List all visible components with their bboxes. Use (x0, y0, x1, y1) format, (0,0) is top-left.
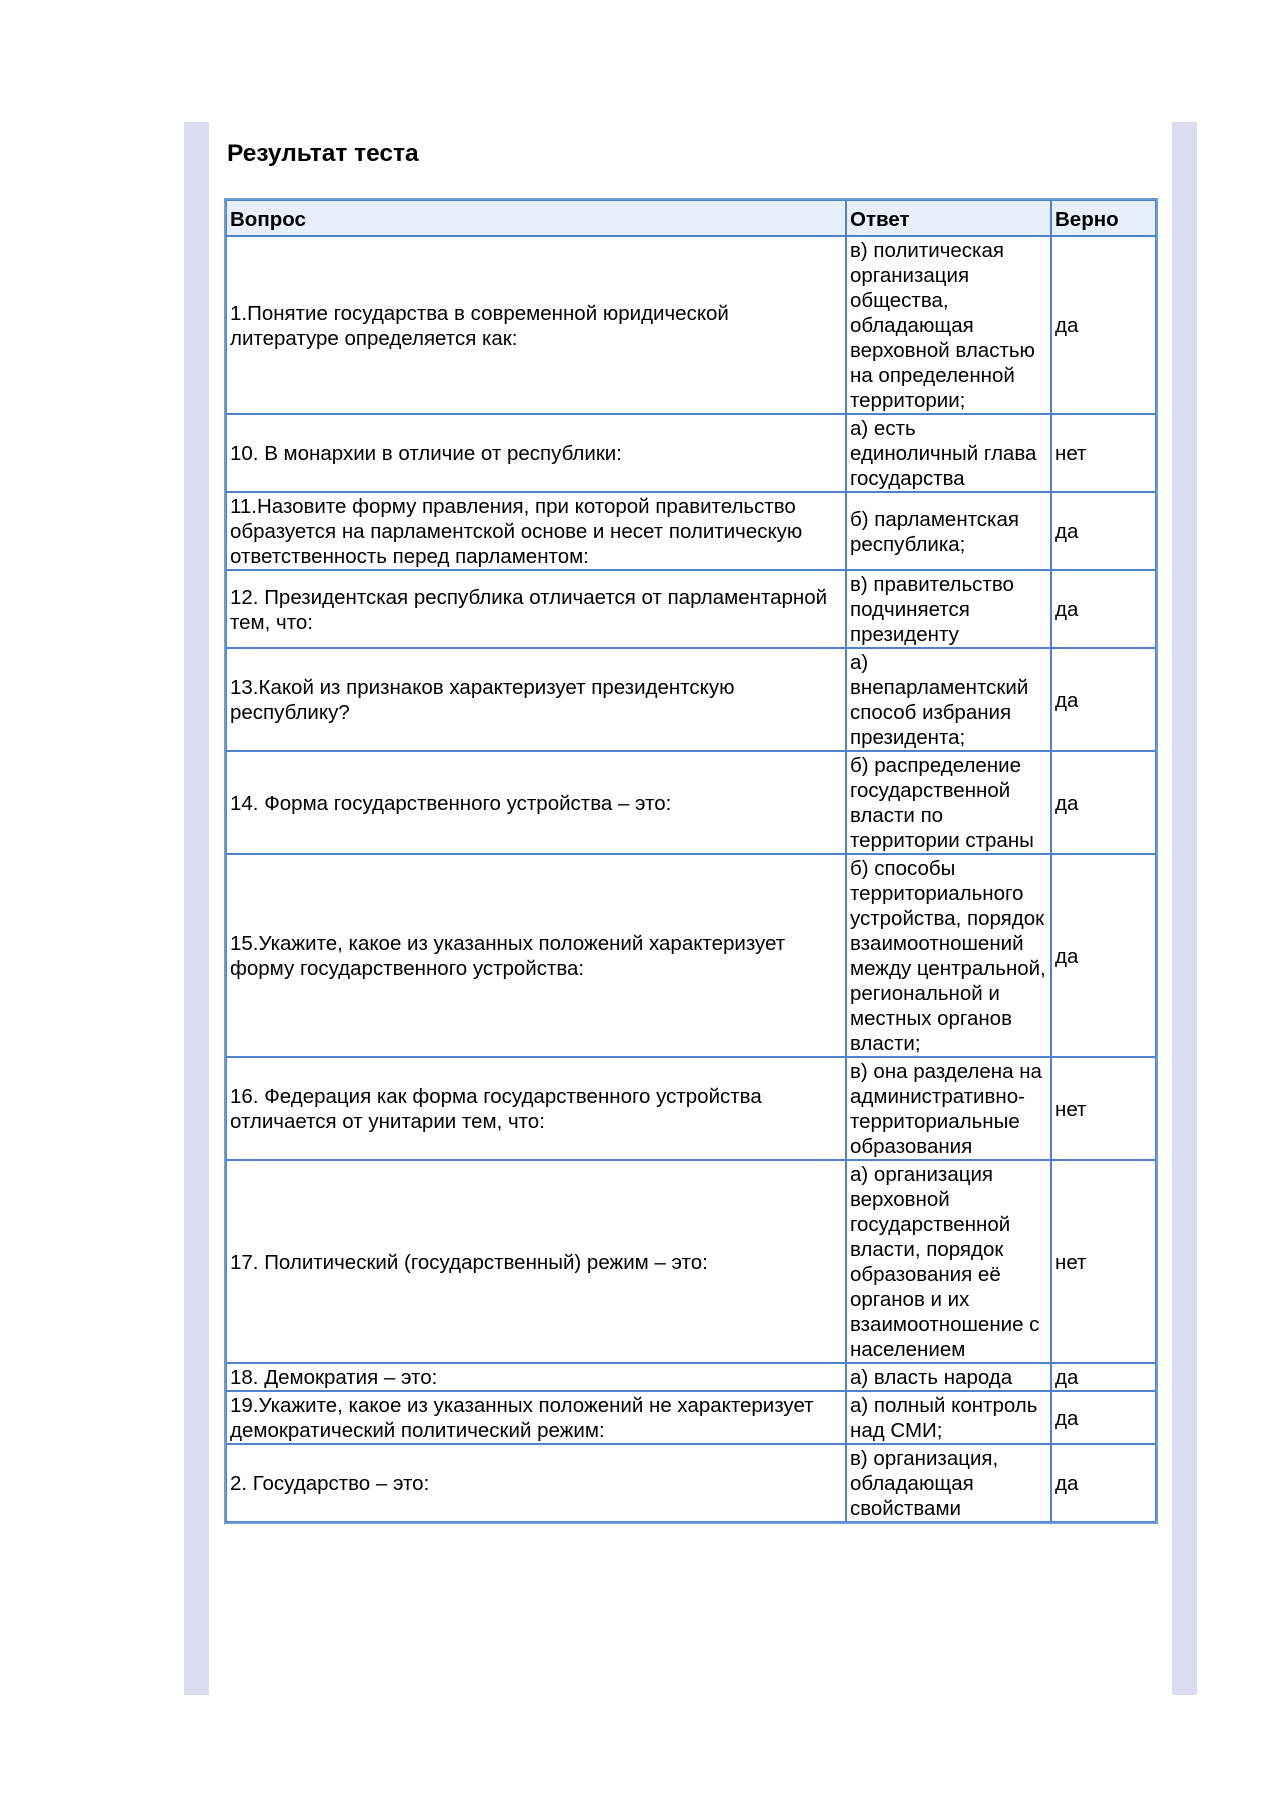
table-row (226, 570, 1156, 648)
question-cell: 1.Понятие государства в современной юридической литературе определяется как: (226, 236, 846, 414)
answer-cell: в) организация, обладающая свойствами (846, 1444, 1051, 1522)
correct-cell: да (1051, 854, 1156, 1057)
table-row (226, 1160, 1156, 1363)
correct-cell: да (1051, 1363, 1156, 1391)
correct-cell: да (1051, 1391, 1156, 1444)
table-header-row (226, 200, 1156, 236)
correct-cell: да (1051, 492, 1156, 570)
results-table (224, 198, 1158, 1524)
correct-cell: да (1051, 751, 1156, 854)
correct-cell: да (1051, 570, 1156, 648)
table-row (226, 492, 1156, 570)
question-cell: 19.Укажите, какое из указанных положений не характеризует демократический политический режим: (226, 1391, 846, 1444)
header-question: Вопрос (226, 200, 846, 236)
table-row (226, 236, 1156, 414)
answer-cell: а) есть единоличный глава государства (846, 414, 1051, 492)
answer-cell: б) способы территориального устройства, порядок взаимоотношений между центральной, региональной и местных органов власти; (846, 854, 1051, 1057)
answer-cell: б) парламентская республика; (846, 492, 1051, 570)
question-cell: 10. В монархии в отличие от республики: (226, 414, 846, 492)
answer-cell: в) правительство подчиняется президенту (846, 570, 1051, 648)
table-row (226, 414, 1156, 492)
header-correct: Верно (1051, 200, 1156, 236)
table-row (226, 1391, 1156, 1444)
table-row (226, 1363, 1156, 1391)
correct-cell: нет (1051, 1057, 1156, 1160)
correct-cell: да (1051, 1444, 1156, 1522)
header-answer: Ответ (846, 200, 1051, 236)
answer-cell: б) распределение государственной власти по территории страны (846, 751, 1051, 854)
table-row (226, 648, 1156, 751)
table-row (226, 751, 1156, 854)
answer-cell: а) полный контроль над СМИ; (846, 1391, 1051, 1444)
question-cell: 16. Федерация как форма государственного устройства отличается от унитарии тем, что: (226, 1057, 846, 1160)
answer-cell: в) она разделена на административно-территориальные образования (846, 1057, 1051, 1160)
answer-cell: в) политическая организация общества, обладающая верховной властью на определенной территории; (846, 236, 1051, 414)
question-cell: 14. Форма государственного устройства – это: (226, 751, 846, 854)
answer-cell: а) организация верховной государственной власти, порядок образования её органов и их взаимоотношение с населением (846, 1160, 1051, 1363)
page-side-bar-right (1172, 122, 1197, 1695)
question-cell: 11.Назовите форму правления, при которой правительство образуется на парламентской основе и несет политическую ответственность перед парламентом: (226, 492, 846, 570)
answer-cell: а) власть народа (846, 1363, 1051, 1391)
correct-cell: нет (1051, 1160, 1156, 1363)
question-cell: 12. Президентская республика отличается от парламентарной тем, что: (226, 570, 846, 648)
question-cell: 2. Государство – это: (226, 1444, 846, 1522)
table-row (226, 1057, 1156, 1160)
table-row (226, 854, 1156, 1057)
question-cell: 13.Какой из признаков характеризует президентскую республику? (226, 648, 846, 751)
page-side-bar-left (184, 122, 209, 1695)
question-cell: 18. Демократия – это: (226, 1363, 846, 1391)
question-cell: 15.Укажите, какое из указанных положений характеризует форму государственного устройства: (226, 854, 846, 1057)
correct-cell: нет (1051, 414, 1156, 492)
correct-cell: да (1051, 236, 1156, 414)
question-cell: 17. Политический (государственный) режим – это: (226, 1160, 846, 1363)
correct-cell: да (1051, 648, 1156, 751)
table-row (226, 1444, 1156, 1522)
answer-cell: а) внепарламентский способ избрания президента; (846, 648, 1051, 751)
page-title: Результат теста (227, 140, 419, 167)
